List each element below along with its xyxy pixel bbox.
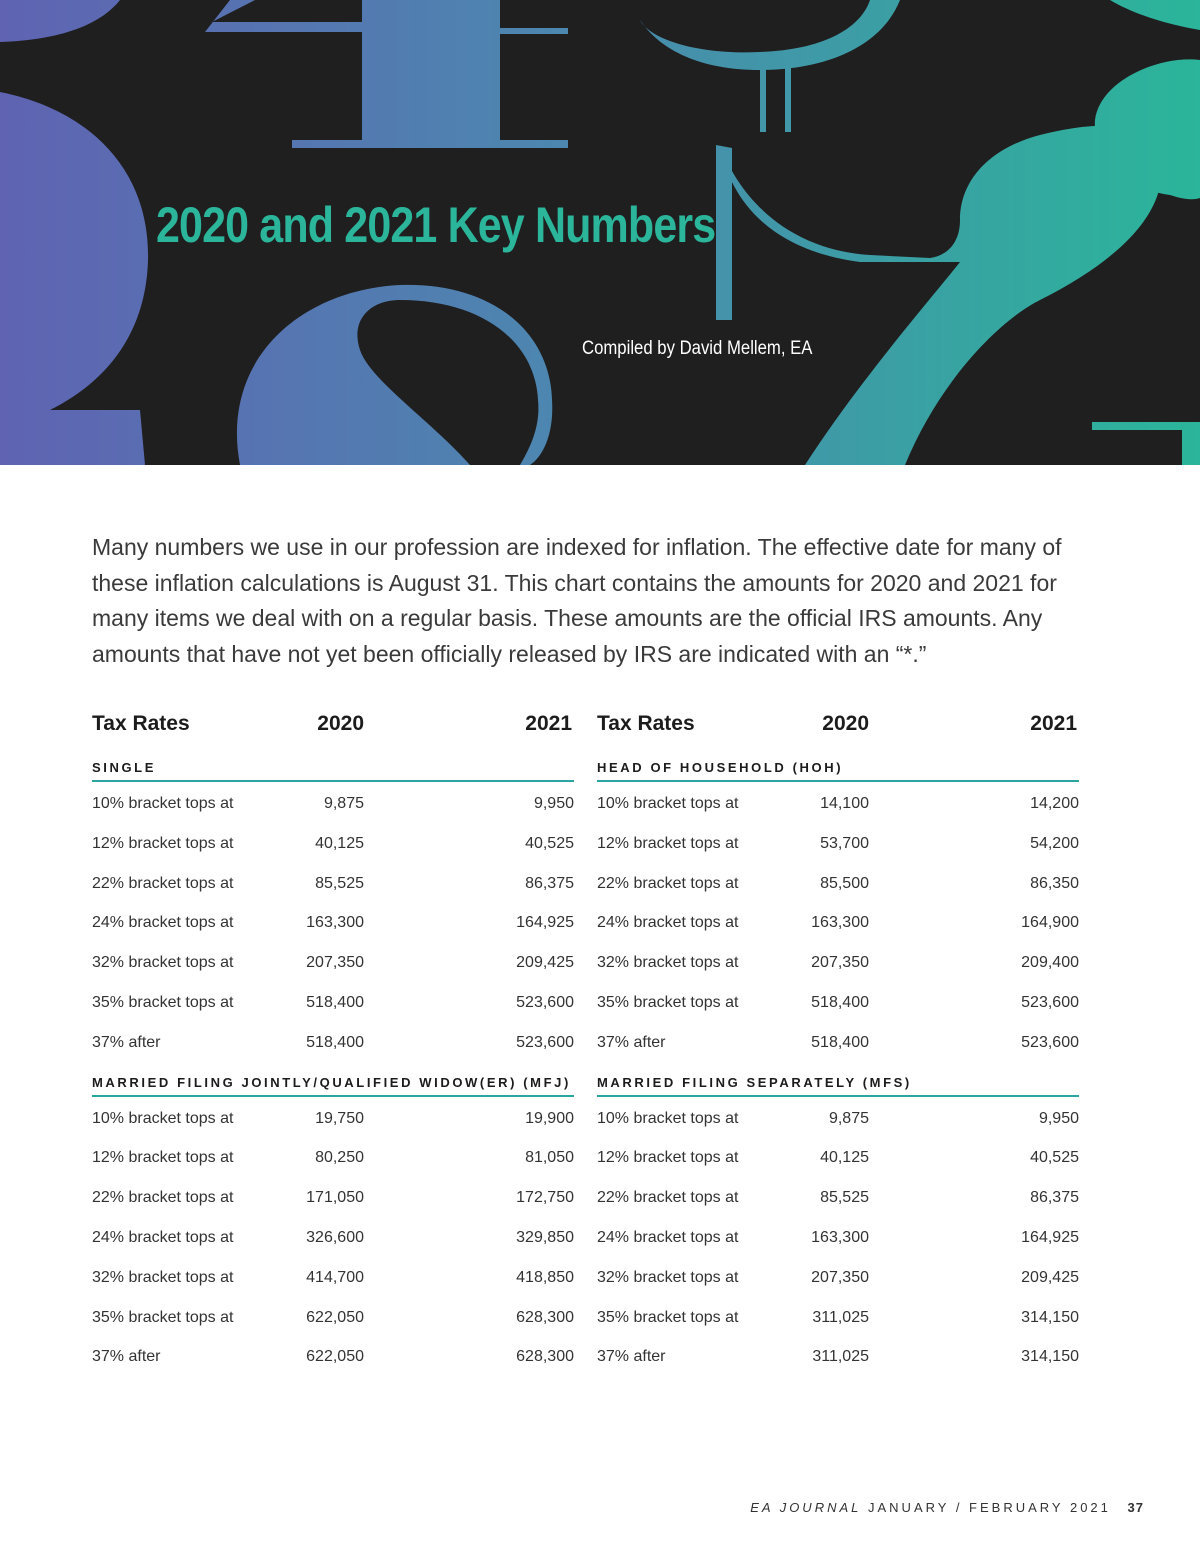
table-row — [597, 862, 1079, 902]
tax-rates-right-column — [597, 706, 1079, 1375]
column-header — [597, 706, 1079, 746]
row-label: 10% bracket tops at — [597, 795, 739, 812]
table-row — [597, 1335, 1079, 1375]
value-2020: 326,600 — [306, 1228, 364, 1246]
value-2021: 86,350 — [1030, 874, 1079, 892]
row-label: 32% bracket tops at — [92, 954, 234, 972]
value-2020: 163,300 — [306, 914, 364, 932]
table-row — [92, 941, 574, 981]
tax-rates-left-column — [92, 706, 574, 1375]
value-2021: 9,950 — [1038, 1109, 1079, 1127]
publication-name: EA JOURNAL — [750, 1500, 862, 1515]
value-2021: 523,600 — [1021, 1033, 1079, 1051]
value-2021: 329,850 — [516, 1228, 574, 1246]
value-2021: 86,375 — [525, 874, 574, 892]
row-label: 35% bracket tops at — [597, 1308, 739, 1326]
table-row — [92, 1256, 574, 1296]
table-row — [92, 862, 574, 902]
row-label: 24% bracket tops at — [597, 1228, 739, 1246]
row-label: 32% bracket tops at — [92, 1268, 234, 1286]
section-title: MARRIED FILING SEPARATELY (MFS) — [597, 1074, 912, 1090]
value-2020: 414,700 — [306, 1268, 364, 1286]
row-label: 22% bracket tops at — [597, 1189, 739, 1207]
value-2020: 518,400 — [811, 993, 869, 1011]
value-2021: 418,850 — [516, 1268, 574, 1286]
value-2020: 40,125 — [315, 834, 364, 852]
row-label: 12% bracket tops at — [597, 834, 739, 852]
value-2020: 85,525 — [820, 1189, 869, 1207]
value-2021: 314,150 — [1021, 1308, 1079, 1326]
row-label: 24% bracket tops at — [92, 1228, 234, 1246]
value-2020: 311,025 — [812, 1308, 869, 1326]
value-2020: 518,400 — [306, 1033, 364, 1051]
page-title: 2020 and 2021 Key Numbers — [156, 197, 716, 253]
value-2020: 9,875 — [323, 795, 364, 812]
value-2020: 163,300 — [811, 1228, 869, 1246]
value-2021: 19,900 — [525, 1109, 574, 1127]
section-title: HEAD OF HOUSEHOLD (HOH) — [597, 760, 844, 775]
value-2021: 172,750 — [516, 1189, 574, 1207]
table-row — [597, 941, 1079, 981]
value-2021: 14,200 — [1030, 795, 1079, 812]
header-label: Tax Rates — [597, 712, 695, 735]
value-2020: 518,400 — [306, 993, 364, 1011]
table-row — [92, 782, 574, 822]
header-year-2021: 2021 — [1030, 712, 1077, 735]
row-label: 10% bracket tops at — [92, 795, 234, 812]
value-2021: 523,600 — [516, 993, 574, 1011]
row-label: 10% bracket tops at — [597, 1109, 739, 1127]
table-row — [92, 1176, 574, 1216]
row-label: 22% bracket tops at — [92, 1189, 234, 1207]
value-2021: 523,600 — [516, 1033, 574, 1051]
table-mfs — [597, 1097, 1079, 1376]
issue-date: JANUARY / FEBRUARY 2021 — [868, 1500, 1111, 1515]
table-row — [597, 1176, 1079, 1216]
row-label: 37% after — [597, 1033, 666, 1051]
value-2020: 207,350 — [811, 954, 869, 972]
value-2020: 14,100 — [820, 795, 869, 812]
value-2020: 207,350 — [811, 1268, 869, 1286]
value-2020: 311,025 — [812, 1348, 869, 1366]
header-banner — [0, 0, 1200, 465]
header-year-2020: 2020 — [317, 712, 364, 735]
value-2021: 86,375 — [1030, 1189, 1079, 1207]
value-2021: 40,525 — [1030, 1149, 1079, 1167]
row-label: 12% bracket tops at — [92, 1149, 234, 1167]
value-2020: 53,700 — [820, 834, 869, 852]
table-row — [597, 782, 1079, 822]
section-single — [92, 746, 574, 782]
value-2021: 164,925 — [1021, 1228, 1079, 1246]
value-2021: 9,950 — [533, 795, 574, 812]
section-mfs — [597, 1061, 1079, 1097]
table-row — [597, 981, 1079, 1021]
row-label: 10% bracket tops at — [92, 1109, 234, 1127]
table-row — [597, 901, 1079, 941]
row-label: 37% after — [92, 1348, 161, 1366]
row-label: 37% after — [597, 1348, 666, 1366]
value-2021: 628,300 — [516, 1308, 574, 1326]
row-label: 32% bracket tops at — [597, 1268, 739, 1286]
row-label: 12% bracket tops at — [597, 1149, 739, 1167]
value-2020: 622,050 — [306, 1348, 364, 1366]
value-2021: 40,525 — [525, 834, 574, 852]
value-2020: 85,500 — [820, 874, 869, 892]
table-row — [597, 1256, 1079, 1296]
table-row — [597, 822, 1079, 862]
table-row — [597, 1021, 1079, 1061]
row-label: 37% after — [92, 1033, 161, 1051]
row-label: 24% bracket tops at — [597, 914, 739, 932]
value-2020: 518,400 — [811, 1033, 869, 1051]
value-2021: 164,925 — [516, 914, 574, 932]
table-row — [92, 981, 574, 1021]
value-2020: 622,050 — [306, 1308, 364, 1326]
column-header — [92, 706, 574, 746]
value-2020: 85,525 — [315, 874, 364, 892]
table-single — [92, 782, 574, 1061]
row-label: 35% bracket tops at — [92, 1308, 234, 1326]
value-2021: 209,425 — [1021, 1268, 1079, 1286]
value-2021: 164,900 — [1021, 914, 1079, 932]
table-mfj — [92, 1097, 574, 1376]
header-year-2021: 2021 — [525, 712, 572, 735]
value-2021: 54,200 — [1030, 834, 1079, 852]
row-label: 22% bracket tops at — [92, 874, 234, 892]
section-mfj — [92, 1061, 574, 1097]
value-2021: 81,050 — [525, 1149, 574, 1167]
table-row — [92, 1097, 574, 1137]
value-2020: 40,125 — [820, 1149, 869, 1167]
value-2020: 171,050 — [306, 1189, 364, 1207]
byline: Compiled by David Mellem, EA — [582, 338, 813, 359]
value-2021: 523,600 — [1021, 993, 1079, 1011]
table-row — [92, 822, 574, 862]
value-2020: 9,875 — [828, 1109, 869, 1127]
section-hoh — [597, 746, 1079, 782]
value-2020: 19,750 — [315, 1109, 364, 1127]
table-row — [597, 1296, 1079, 1336]
table-row — [597, 1136, 1079, 1176]
table-row — [597, 1216, 1079, 1256]
table-row — [92, 901, 574, 941]
value-2020: 80,250 — [315, 1149, 364, 1167]
header-label: Tax Rates — [92, 712, 190, 735]
value-2021: 209,425 — [516, 954, 574, 972]
section-title: MARRIED FILING JOINTLY/QUALIFIED WIDOW(ER) (MFJ) — [92, 1074, 571, 1090]
row-label: 35% bracket tops at — [597, 993, 739, 1011]
value-2021: 209,400 — [1021, 954, 1079, 972]
row-label: 35% bracket tops at — [92, 993, 234, 1011]
table-row — [92, 1335, 574, 1375]
table-row — [92, 1296, 574, 1336]
row-label: 22% bracket tops at — [597, 874, 739, 892]
row-label: 12% bracket tops at — [92, 834, 234, 852]
value-2021: 314,150 — [1021, 1348, 1079, 1366]
header-year-2020: 2020 — [822, 712, 869, 735]
value-2020: 207,350 — [306, 954, 364, 972]
row-label: 24% bracket tops at — [92, 914, 234, 932]
table-row — [92, 1136, 574, 1176]
section-title: SINGLE — [92, 760, 156, 775]
page-footer — [750, 1500, 1144, 1515]
row-label: 32% bracket tops at — [597, 954, 739, 972]
table-row — [92, 1021, 574, 1061]
table-hoh — [597, 782, 1079, 1061]
value-2020: 163,300 — [811, 914, 869, 932]
value-2021: 628,300 — [516, 1348, 574, 1366]
intro-paragraph: Many numbers we use in our profession are indexed for inflation. The effective date for many of these inflation calculations is August 31. This chart contains the amounts for 2020 and 2021 for many items we deal with on a regular basis. These amounts are the official IRS amounts. Any amounts that have not yet been officially released by IRS are indicated with an “*.” — [92, 534, 1062, 667]
page-number: 37 — [1127, 1500, 1144, 1515]
table-row — [597, 1097, 1079, 1137]
table-row — [92, 1216, 574, 1256]
